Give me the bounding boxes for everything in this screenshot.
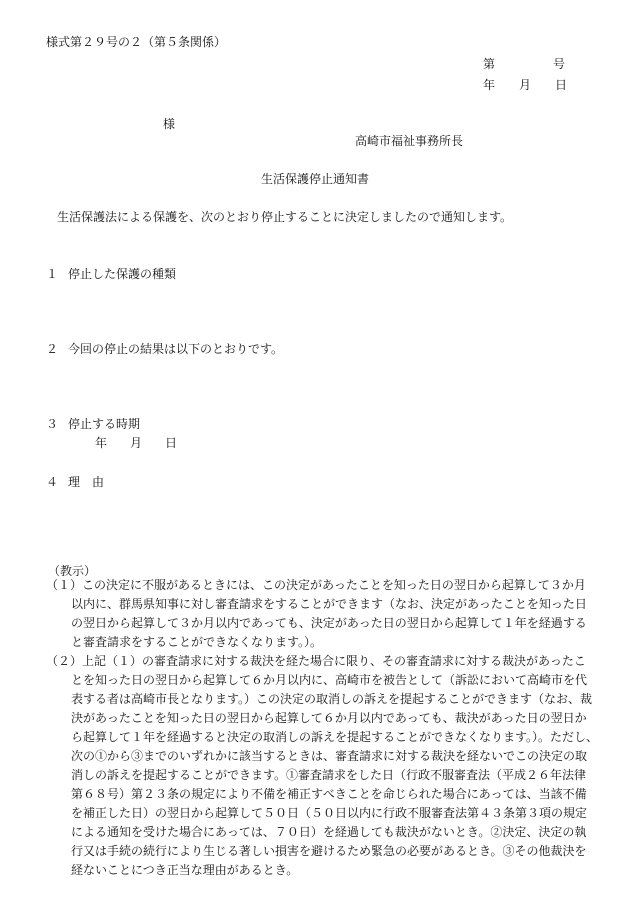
stop-date-day: 日 — [165, 436, 178, 450]
note-line: ら起算して１年を経過すると決定の取消しの訴えを提起することができなくなります。）。ただし、 — [71, 730, 599, 744]
section-number: ４ — [46, 475, 59, 489]
section-label: 停止した保護の種類 — [68, 267, 177, 281]
note-line: と審査請求をすることができなくなります。）。 — [71, 635, 323, 649]
note-line: 次の①から③までのいずれかに該当するときは、審査請求に対する裁決を経ないでこの決定の取 — [71, 749, 588, 763]
instruction-note-1 — [46, 576, 586, 652]
section-number: １ — [46, 267, 59, 281]
note-line: 表する者は高崎市長となります。）この決定の取消しの訴えを提起することができます（なお、裁 — [71, 692, 593, 706]
note-line: の翌日から起算して３か月以内であっても、決定があった日の翌日から起算して１年を経過する — [71, 616, 587, 630]
document-title: 生活保護停止通知書 — [260, 172, 369, 186]
issue-date-year: 年 — [483, 78, 496, 92]
note-line: （１）この決定に不服があるときには、この決定があったことを知った日の翌日から起算して３か月 — [46, 578, 586, 592]
section-label: 停止する時期 — [68, 417, 141, 431]
section-3 — [46, 415, 140, 432]
note-line: 決があったことを知った日の翌日から起算して６か月以内であっても、裁決があった日の翌日か — [71, 711, 587, 725]
instruction-note-2 — [46, 652, 599, 880]
note-line: 経ないことにつき正当な理由があるとき。 — [71, 863, 299, 877]
sender-name: 高崎市福祉事務所長 — [355, 134, 464, 148]
note-line: 行又は手続の続行により生じる著しい損害を避けるため緊急の必要があるとき。③その他裁決を — [71, 844, 587, 858]
section-number: ２ — [46, 342, 59, 356]
section-2 — [46, 340, 283, 357]
issue-date-month: 月 — [519, 78, 532, 92]
stop-date-month: 月 — [130, 436, 143, 450]
issue-date-day: 日 — [555, 78, 568, 92]
intro-text: 生活保護法による保護を、次のとおり停止することに決定しましたので通知します。 — [57, 210, 513, 224]
note-line: （２）上記（１）の審査請求に対する裁決を経た場合に限り、その審査請求に対する裁決があったこ — [46, 654, 586, 668]
note-line: を補正した日）の翌日から起算して５０日（５０日以内に行政不服審査法第４３条第３項の規定 — [71, 806, 588, 820]
document-number-prefix: 第 — [483, 57, 496, 71]
note-line: 第６８号）第２３条の規定により不備を補正すべきことを命じられた場合にあっては、当該不備 — [71, 787, 587, 801]
section-1 — [46, 265, 176, 282]
note-line: とを知った日の翌日から起算して６か月以内に、高崎市を被告として（訴訟において高崎市を代 — [71, 673, 588, 687]
stop-date-year: 年 — [95, 436, 108, 450]
note-line: による通知を受けた場合にあっては、７０日）を経過しても裁決がないとき。②決定、決定の執 — [71, 825, 587, 839]
document-number-suffix: 号 — [553, 57, 566, 71]
section-label: 今回の停止の結果は以下のとおりです。 — [68, 342, 284, 356]
form-number-label: 様式第２９号の２（第５条関係） — [46, 35, 227, 49]
section-label: 理 由 — [68, 475, 105, 489]
recipient-honorific: 様 — [163, 117, 176, 131]
section-number: ３ — [46, 417, 59, 431]
instruction-heading: （教示） — [48, 564, 97, 578]
note-line: 以内に、群馬県知事に対し審査請求をすることができます（なお、決定があったことを知った日 — [71, 597, 587, 611]
section-4 — [46, 473, 104, 490]
note-line: 消しの訴えを提起することができます。①審査請求をした日（行政不服審査法（平成２６年法律 — [71, 768, 587, 782]
